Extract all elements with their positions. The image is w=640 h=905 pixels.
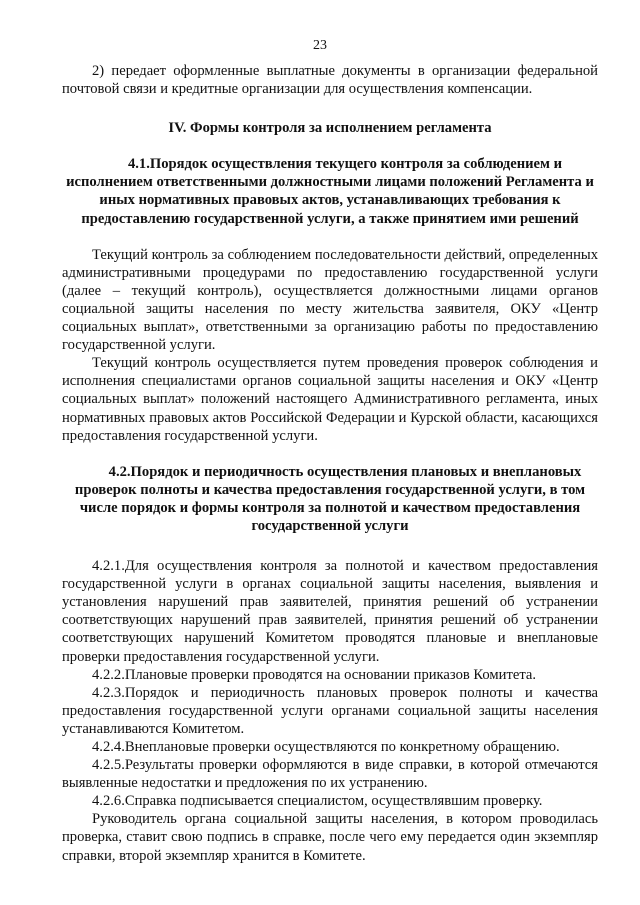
section-title: IV. Формы контроля за исполнением регламента bbox=[168, 120, 492, 137]
intro-item: 2) передает оформленные выплатные документы в организации федеральной почтовой связи и кредитные организации для осуществления компенсации. bbox=[62, 63, 598, 98]
subsection-2-paragraph: 4.2.4.Внеплановые проверки осуществляются по конкретному обращению. bbox=[92, 739, 560, 755]
subsection-1-paragraph: Текущий контроль осуществляется путем проведения проверок соблюдения и исполнения специалистами органов социальной защиты населения и ОКУ «Центр социальных выплат» положений настоящего Административного регламента, иных нормативных правовых актов Российской Федерации и Курской области, касающихся предоставления государственной услуги. bbox=[62, 355, 598, 444]
subsection-2-paragraph: 4.2.5.Результаты проверки оформляются в виде справки, в которой отмечаются выявленные недостатки и предложения по их устранению. bbox=[62, 757, 598, 792]
subsection-2-title: 4.2.Порядок и периодичность осуществления плановых и внеплановых проверок полноты и качества предоставления государственной услуги, в том числе порядок и формы контроля за полнотой и качеством предоставления государственной услуги bbox=[74, 463, 586, 534]
page-number: 23 bbox=[313, 38, 327, 53]
subsection-2-paragraph: 4.2.2.Плановые проверки проводятся на основании приказов Комитета. bbox=[92, 666, 537, 683]
subsection-2-paragraph: Руководитель органа социальной защиты населения, в котором проводилась проверка, ставит свою подпись в справке, после чего ему передается один экземпляр справки, второй экземпляр хранится в Комитете. bbox=[62, 811, 598, 864]
subsection-2-paragraph: 4.2.6.Справка подписывается специалистом, осуществлявшим проверку. bbox=[92, 793, 543, 810]
subsection-1-title: 4.1.Порядок осуществления текущего контроля за соблюдением и исполнением ответственными должностными лицами положений Регламента и иных нормативных правовых актов, устанавливающих требования к предоставлению государственной услуги, а также принятием ими решений bbox=[66, 156, 594, 227]
document-body bbox=[62, 62, 598, 865]
subsection-1-paragraph: Текущий контроль за соблюдением последовательности действий, определенных административными процедурами по предоставлению государственной услуги (далее – текущий контроль), осуществляется должностными лицами органов социальной защиты населения по месту жительства заявителя, ОКУ «Центр социальных выплат», ответственными за организацию работы по предоставлению государственной услуги. bbox=[62, 246, 598, 354]
subsection-2-paragraph: 4.2.3.Порядок и периодичность плановых проверок полноты и качества предоставления государственной услуги органами социальной защиты населения устанавливаются Комитетом. bbox=[62, 684, 598, 737]
subsection-2-paragraph: 4.2.1.Для осуществления контроля за полнотой и качеством предоставления государственной услуги в органах социальной защиты населения, выявления и установления нарушений прав заявителей, принятия решений об устранении соответствующих нарушений прав заявителей, принятия решений об устранении соответствующих нарушений Комитетом проводятся плановые и внеплановые проверки предоставления государственной услуги. bbox=[62, 558, 598, 665]
